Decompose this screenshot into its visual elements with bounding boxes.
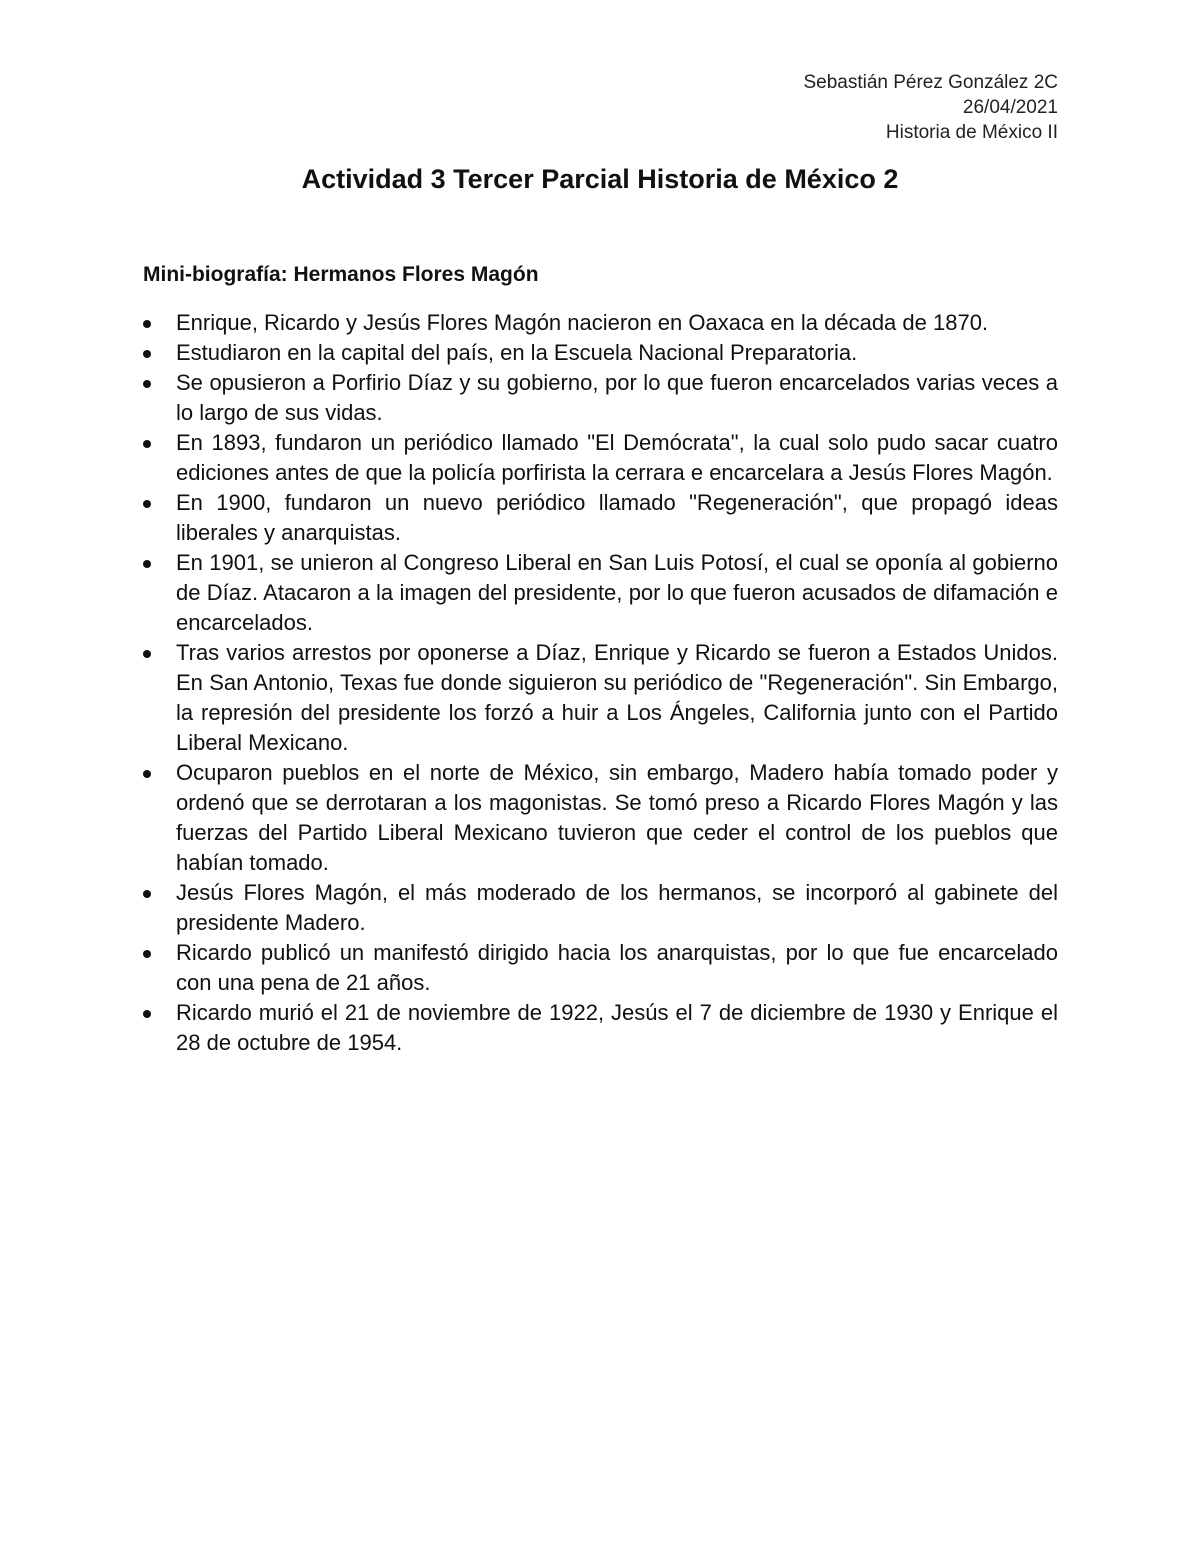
bullet-icon — [143, 500, 151, 508]
list-item — [143, 998, 1058, 1058]
list-item — [143, 428, 1058, 488]
list-item — [143, 548, 1058, 638]
list-item — [143, 338, 1058, 368]
list-item — [143, 488, 1058, 548]
bullet-icon — [143, 380, 151, 388]
document-title: Actividad 3 Tercer Parcial Historia de México 2 — [301, 164, 899, 194]
list-item-text: Tras varios arrestos por oponerse a Díaz, Enrique y Ricardo se fueron a Estados Unidos. En San Antonio, Texas fue donde siguieron su periódico de "Regeneración". Sin Embargo, la represión del presidente los forzó a huir a Los Ángeles, California junto con el Partido Liberal Mexicano. — [176, 640, 1058, 755]
bullet-icon — [143, 890, 151, 898]
list-item-text: Ocuparon pueblos en el norte de México, sin embargo, Madero había tomado poder y ordenó que se derrotaran a los magonistas. Se tomó preso a Ricardo Flores Magón y las fuerzas del Partido Liberal Mexicano tuvieron que ceder el control de los pueblos que habían tomado. — [176, 760, 1058, 875]
list-item-text: Ricardo publicó un manifestó dirigido hacia los anarquistas, por lo que fue encarcelado con una pena de 21 años. — [176, 940, 1058, 995]
bullet-icon — [143, 950, 151, 958]
bullet-icon — [143, 1010, 151, 1018]
list-item-text: Estudiaron en la capital del país, en la Escuela Nacional Preparatoria. — [176, 340, 858, 365]
header-info — [803, 70, 1058, 145]
course-name: Historia de México II — [885, 122, 1058, 143]
list-item — [143, 368, 1058, 428]
list-item-text: Ricardo murió el 21 de noviembre de 1922, Jesús el 7 de diciembre de 1930 y Enrique el 28 de octubre de 1954. — [176, 1000, 1058, 1055]
list-item-text: En 1901, se unieron al Congreso Liberal en San Luis Potosí, el cual se oponía al gobierno de Díaz. Atacaron a la imagen del presidente, por lo que fueron acusados de difamación e encarcelados. — [176, 550, 1058, 635]
author-name: Sebastián Pérez González 2C — [803, 72, 1058, 93]
list-item-text: Jesús Flores Magón, el más moderado de los hermanos, se incorporó al gabinete del presidente Madero. — [176, 880, 1058, 935]
bullet-icon — [143, 350, 151, 358]
bullet-list — [143, 308, 1058, 1058]
document-date: 26/04/2021 — [962, 97, 1058, 118]
list-item-text: En 1900, fundaron un nuevo periódico llamado "Regeneración", que propagó ideas liberales y anarquistas. — [176, 490, 1058, 545]
bullet-icon — [143, 770, 151, 778]
list-item — [143, 938, 1058, 998]
list-item — [143, 308, 1058, 338]
bullet-icon — [143, 440, 151, 448]
list-item-text: Enrique, Ricardo y Jesús Flores Magón nacieron en Oaxaca en la década de 1870. — [176, 310, 989, 335]
list-item-text: Se opusieron a Porfirio Díaz y su gobierno, por lo que fueron encarcelados varias veces a lo largo de sus vidas. — [176, 370, 1058, 425]
bullet-icon — [143, 650, 151, 658]
list-item-text: En 1893, fundaron un periódico llamado "El Demócrata", la cual solo pudo sacar cuatro ediciones antes de que la policía porfirista la cerrara e encarcelara a Jesús Flores Magón. — [176, 430, 1058, 485]
bullet-icon — [143, 560, 151, 568]
section-heading: Mini-biografía: Hermanos Flores Magón — [143, 263, 539, 286]
bullet-icon — [143, 320, 151, 328]
list-item — [143, 638, 1058, 758]
list-item — [143, 878, 1058, 938]
list-item — [143, 758, 1058, 878]
